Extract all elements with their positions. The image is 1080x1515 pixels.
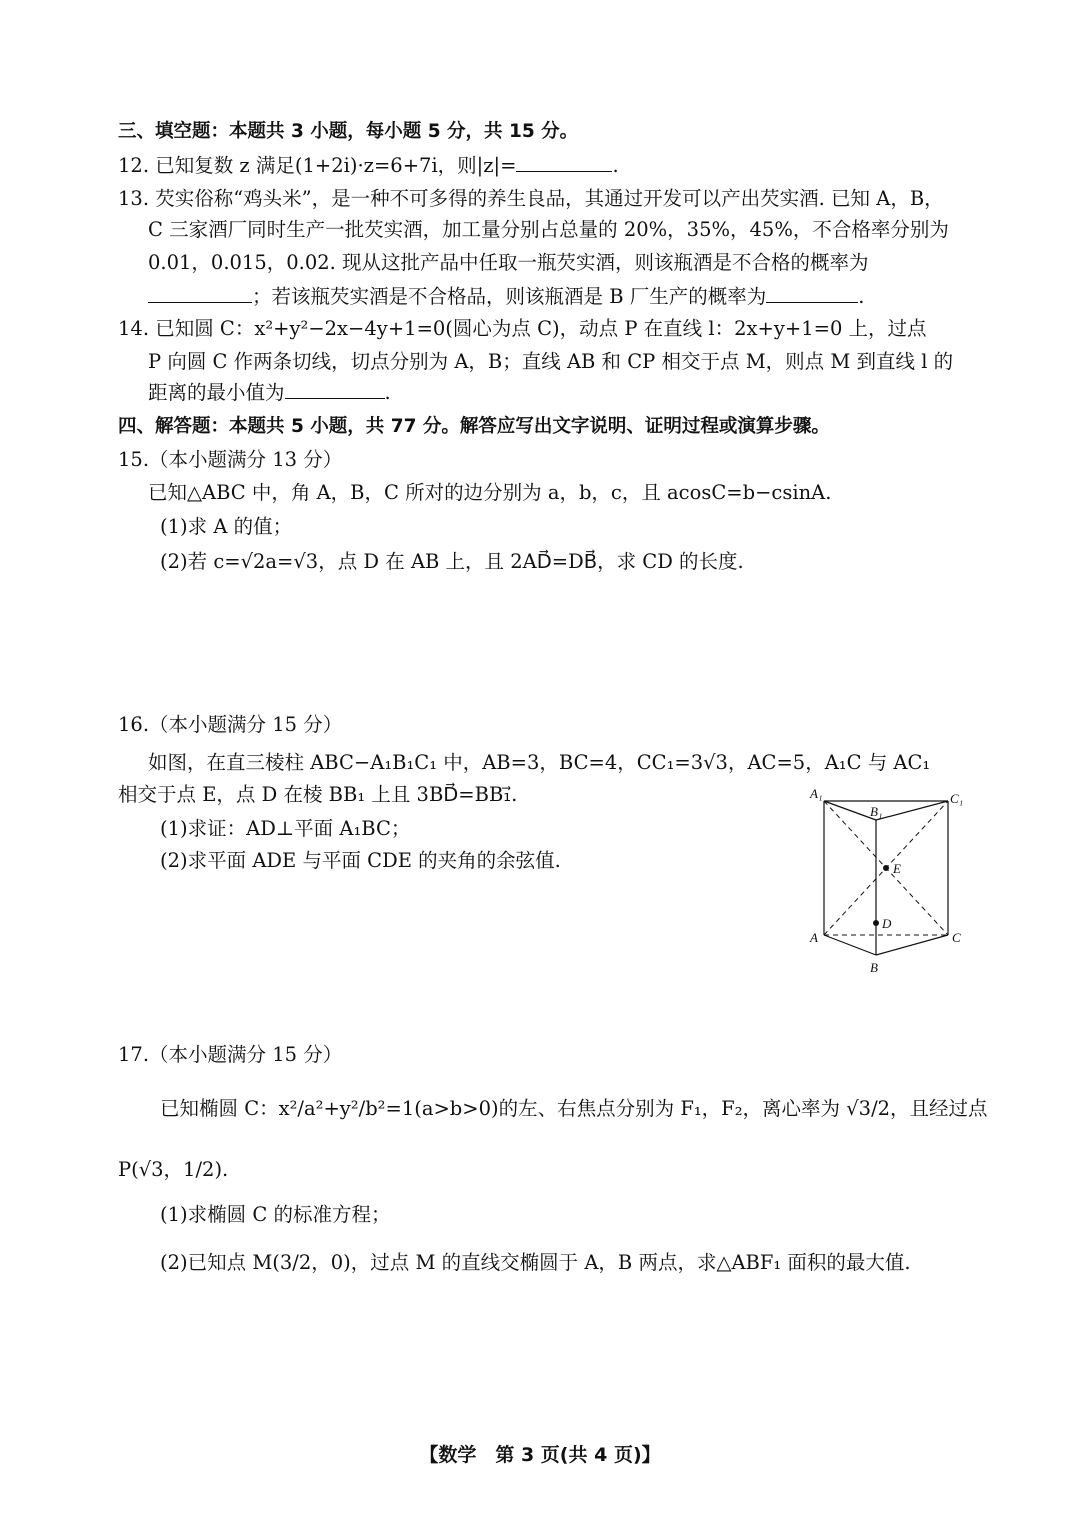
label-a: A <box>810 930 818 945</box>
q17-part2: (2)已知点 M(3/2，0)，过点 M 的直线交椭圆于 A，B 两点，求△ABF₁ 面积的最大值. <box>160 1251 911 1274</box>
q12-end: . <box>612 154 619 177</box>
question-12 <box>118 151 968 181</box>
q16-stem1: 如图，在直三棱柱 ABC−A₁B₁C₁ 中，AB=3，BC=4，CC₁=3√3，AC=5，A₁C 与 AC₁ <box>148 751 931 774</box>
label-b: B <box>870 960 878 975</box>
label-b1: B₁ <box>870 804 883 819</box>
q16-part1: (1)求证：AD⊥平面 A₁BC； <box>160 817 411 840</box>
label-e: E <box>893 861 901 876</box>
q12-answer-blank <box>516 151 612 172</box>
solve-section-header: 四、解答题：本题共 5 小题，共 77 分。解答应写出文字说明、证明过程或演算步骤。 <box>118 416 830 437</box>
q13-line4-end: . <box>858 285 865 308</box>
label-d: D <box>882 916 892 931</box>
q13-answer-blank-2 <box>766 282 858 303</box>
q17-stem2: P(√3，1/2). <box>118 1158 229 1181</box>
q15-part2: (2)若 c=√2a=√3，点 D 在 AB 上，且 2AD⃗=DB⃗，求 CD 的长度. <box>160 550 744 573</box>
q13-line4 <box>148 282 968 312</box>
q15-stem: 已知△ABC 中，角 A，B，C 所对的边分别为 a，b，c，且 acosC=b−csinA. <box>148 481 832 504</box>
label-c1: C₁ <box>950 791 964 806</box>
q17-title: 17.（本小题满分 15 分） <box>118 1043 343 1066</box>
fill-section-header: 三、填空题：本题共 3 小题，每小题 5 分，共 15 分。 <box>118 121 579 142</box>
q15-part1: (1)求 A 的值； <box>160 515 293 538</box>
q14-answer-blank <box>285 378 385 399</box>
q16-stem2: 相交于点 E，点 D 在棱 BB₁ 上且 3BD⃗=BB₁⃗. <box>118 783 518 806</box>
q14-line3-text: 距离的最小值为 <box>148 381 285 404</box>
label-a1: A₁ <box>810 786 823 801</box>
q14-line3 <box>148 378 968 408</box>
q14-line1: 14. 已知圆 C：x²+y²−2x−4y+1=0(圆心为点 C)，动点 P 在直线 l：2x+y+1=0 上，过点 <box>118 317 927 340</box>
q15-title: 15.（本小题满分 13 分） <box>118 448 343 471</box>
point-d-marker <box>873 920 879 926</box>
q13-line1: 13. 芡实俗称“鸡头米”，是一种不可多得的养生良品，其通过开发可以产出芡实酒. 已知 A，B， <box>118 187 944 210</box>
q16-title: 16.（本小题满分 15 分） <box>118 713 343 736</box>
q13-answer-blank-1 <box>148 282 252 303</box>
label-c: C <box>952 930 961 945</box>
q13-line2: C 三家酒厂同时生产一批芡实酒，加工量分别占总量的 20%，35%，45%，不合格率分别为 <box>148 218 949 241</box>
q14-line2: P 向圆 C 作两条切线，切点分别为 A，B；直线 AB 和 CP 相交于点 M，则点 M 到直线 l 的 <box>148 350 954 373</box>
q13-line4-mid: ；若该瓶芡实酒是不合格品，则该瓶酒是 B 厂生产的概率为 <box>252 285 767 308</box>
q16-part2: (2)求平面 ADE 与平面 CDE 的夹角的余弦值. <box>160 849 561 872</box>
q12-text: 12. 已知复数 z 满足(1+2i)·z=6+7i，则|z|= <box>118 154 517 177</box>
q14-line3-end: . <box>384 381 391 404</box>
point-e-marker <box>883 865 889 871</box>
prism-figure <box>800 780 980 980</box>
q13-line3: 0.01，0.015，0.02. 现从这批产品中任取一瓶芡实酒，则该瓶酒是不合格的概率为 <box>148 251 869 274</box>
page-footer: 【数学 第 3 页(共 4 页)】 <box>419 1444 661 1466</box>
q17-stem1: 已知椭圆 C：x²/a²+y²/b²=1(a>b>0)的左、右焦点分别为 F₁，F₂，离心率为 √3/2，且经过点 <box>160 1097 988 1120</box>
q17-part1: (1)求椭圆 C 的标准方程； <box>160 1203 391 1226</box>
